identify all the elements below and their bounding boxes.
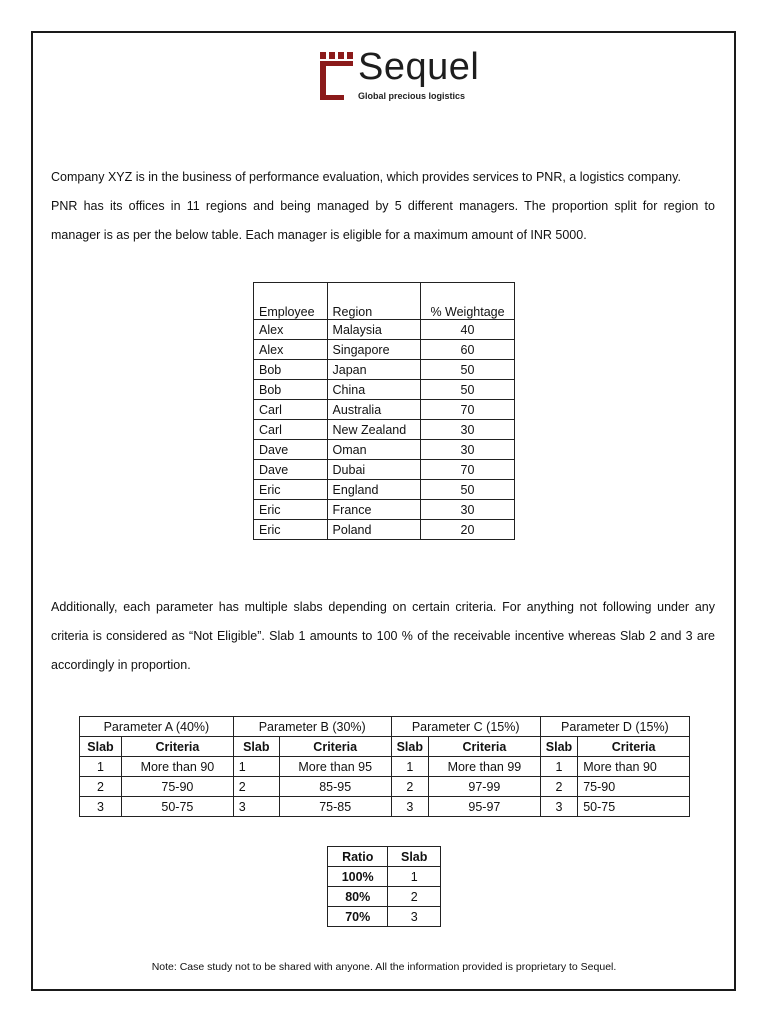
intro-paragraph — [51, 163, 715, 250]
slab-cell: 3 — [388, 907, 441, 927]
criteria-cell: 85-95 — [279, 777, 391, 797]
table-row — [328, 907, 441, 927]
parameter-a-header: Parameter A (40%) — [80, 717, 234, 737]
slab-cell: 3 — [233, 797, 279, 817]
slab-cell: 2 — [388, 887, 441, 907]
employee-cell: Bob — [254, 380, 328, 400]
region-cell: Singapore — [327, 340, 420, 360]
criteria-cell: More than 95 — [279, 757, 391, 777]
slab-criteria-header-row — [80, 737, 690, 757]
weightage-cell: 30 — [421, 420, 515, 440]
criteria-header: Criteria — [578, 737, 690, 757]
weightage-cell: 50 — [421, 480, 515, 500]
table-row — [254, 340, 515, 360]
slab-cell: 1 — [388, 867, 441, 887]
slab-cell: 3 — [540, 797, 577, 817]
region-cell: New Zealand — [327, 420, 420, 440]
weightage-cell: 70 — [421, 400, 515, 420]
slab-header: Slab — [391, 737, 428, 757]
ratio-slab-table — [327, 846, 441, 927]
weightage-cell: 50 — [421, 380, 515, 400]
criteria-cell: 50-75 — [122, 797, 234, 817]
criteria-cell: 75-90 — [578, 777, 690, 797]
slab-header: Slab — [388, 847, 441, 867]
ratio-table-body — [328, 867, 441, 927]
region-cell: Australia — [327, 400, 420, 420]
criteria-cell: More than 99 — [429, 757, 541, 777]
logo-tagline: Global precious logistics — [358, 91, 466, 101]
slabs-paragraph: Additionally, each parameter has multiple slabs depending on certain criteria. For anything not following under any criteria is considered as “Not Eligible”. Slab 1 amounts to 100 % of the receivable incentive whereas Slab 2 and 3 are accordingly in proportion. — [51, 600, 715, 672]
table-row — [254, 520, 515, 540]
employee-cell: Dave — [254, 460, 328, 480]
weightage-cell: 40 — [421, 320, 515, 340]
logo-wordmark: Sequel — [358, 46, 480, 88]
employee-cell: Eric — [254, 520, 328, 540]
region-cell: Oman — [327, 440, 420, 460]
slab-cell: 1 — [80, 757, 122, 777]
parameter-group-row — [80, 717, 690, 737]
weightage-cell: 60 — [421, 340, 515, 360]
employee-table-body — [254, 320, 515, 540]
weightage-cell: 50 — [421, 360, 515, 380]
criteria-cell: 97-99 — [429, 777, 541, 797]
region-cell: Poland — [327, 520, 420, 540]
ratio-cell: 70% — [328, 907, 388, 927]
parameter-b-header: Parameter B (30%) — [233, 717, 391, 737]
employee-region-table — [253, 282, 515, 540]
slab-header: Slab — [80, 737, 122, 757]
table-row — [328, 887, 441, 907]
employee-cell: Carl — [254, 400, 328, 420]
slab-cell: 1 — [233, 757, 279, 777]
confidentiality-note: Note: Case study not to be shared with anyone. All the information provided is proprietary to Sequel. — [151, 961, 617, 973]
table-row — [254, 500, 515, 520]
slab-cell: 2 — [540, 777, 577, 797]
intro-line-1: Company XYZ is in the business of performance evaluation, which provides services to PNR, a logistics company. — [51, 170, 681, 184]
slab-cell: 1 — [391, 757, 428, 777]
criteria-cell: More than 90 — [578, 757, 690, 777]
region-header: Region — [327, 283, 420, 320]
table-row — [254, 440, 515, 460]
table-row — [254, 480, 515, 500]
region-cell: Malaysia — [327, 320, 420, 340]
region-cell: England — [327, 480, 420, 500]
slab-cell: 2 — [391, 777, 428, 797]
slab-header: Slab — [233, 737, 279, 757]
employee-cell: Bob — [254, 360, 328, 380]
criteria-header: Criteria — [122, 737, 234, 757]
employee-cell: Alex — [254, 320, 328, 340]
weightage-cell: 30 — [421, 500, 515, 520]
weightage-cell: 70 — [421, 460, 515, 480]
ratio-cell: 100% — [328, 867, 388, 887]
ratio-cell: 80% — [328, 887, 388, 907]
criteria-cell: More than 90 — [122, 757, 234, 777]
employee-cell: Eric — [254, 500, 328, 520]
table-row — [254, 400, 515, 420]
criteria-cell: 75-85 — [279, 797, 391, 817]
slab-cell: 3 — [80, 797, 122, 817]
table-row — [80, 797, 690, 817]
slab-header: Slab — [540, 737, 577, 757]
employee-header: Employee — [254, 283, 328, 320]
parameter-c-header: Parameter C (15%) — [391, 717, 540, 737]
castle-icon — [318, 52, 354, 102]
region-cell: France — [327, 500, 420, 520]
slab-cell: 2 — [80, 777, 122, 797]
region-cell: Japan — [327, 360, 420, 380]
table-row — [254, 460, 515, 480]
employee-cell: Carl — [254, 420, 328, 440]
criteria-cell: 50-75 — [578, 797, 690, 817]
table-row — [80, 777, 690, 797]
table-row — [254, 360, 515, 380]
weightage-cell: 20 — [421, 520, 515, 540]
parameter-d-header: Parameter D (15%) — [540, 717, 689, 737]
slab-cell: 1 — [540, 757, 577, 777]
table-row — [254, 380, 515, 400]
criteria-cell: 95-97 — [429, 797, 541, 817]
parameter-slab-table — [79, 716, 690, 817]
parameter-table-body — [80, 757, 690, 817]
region-cell: Dubai — [327, 460, 420, 480]
table-header-row — [254, 283, 515, 320]
weightage-header: % Weightage — [421, 283, 515, 320]
employee-cell: Dave — [254, 440, 328, 460]
table-row — [328, 867, 441, 887]
table-row — [254, 420, 515, 440]
criteria-cell: 75-90 — [122, 777, 234, 797]
employee-cell: Alex — [254, 340, 328, 360]
ratio-header: Ratio — [328, 847, 388, 867]
criteria-header: Criteria — [279, 737, 391, 757]
region-cell: China — [327, 380, 420, 400]
intro-line-2: PNR has its offices in 11 regions and being managed by 5 different managers. The proportion split for region to manager is as per the below table. Each manager is eligible for a maximum amount of INR 5000. — [51, 199, 715, 242]
table-header-row — [328, 847, 441, 867]
sequel-logo — [318, 46, 498, 106]
slab-cell: 2 — [233, 777, 279, 797]
table-row — [254, 320, 515, 340]
weightage-cell: 30 — [421, 440, 515, 460]
employee-cell: Eric — [254, 480, 328, 500]
criteria-header: Criteria — [429, 737, 541, 757]
table-row — [80, 757, 690, 777]
slab-cell: 3 — [391, 797, 428, 817]
